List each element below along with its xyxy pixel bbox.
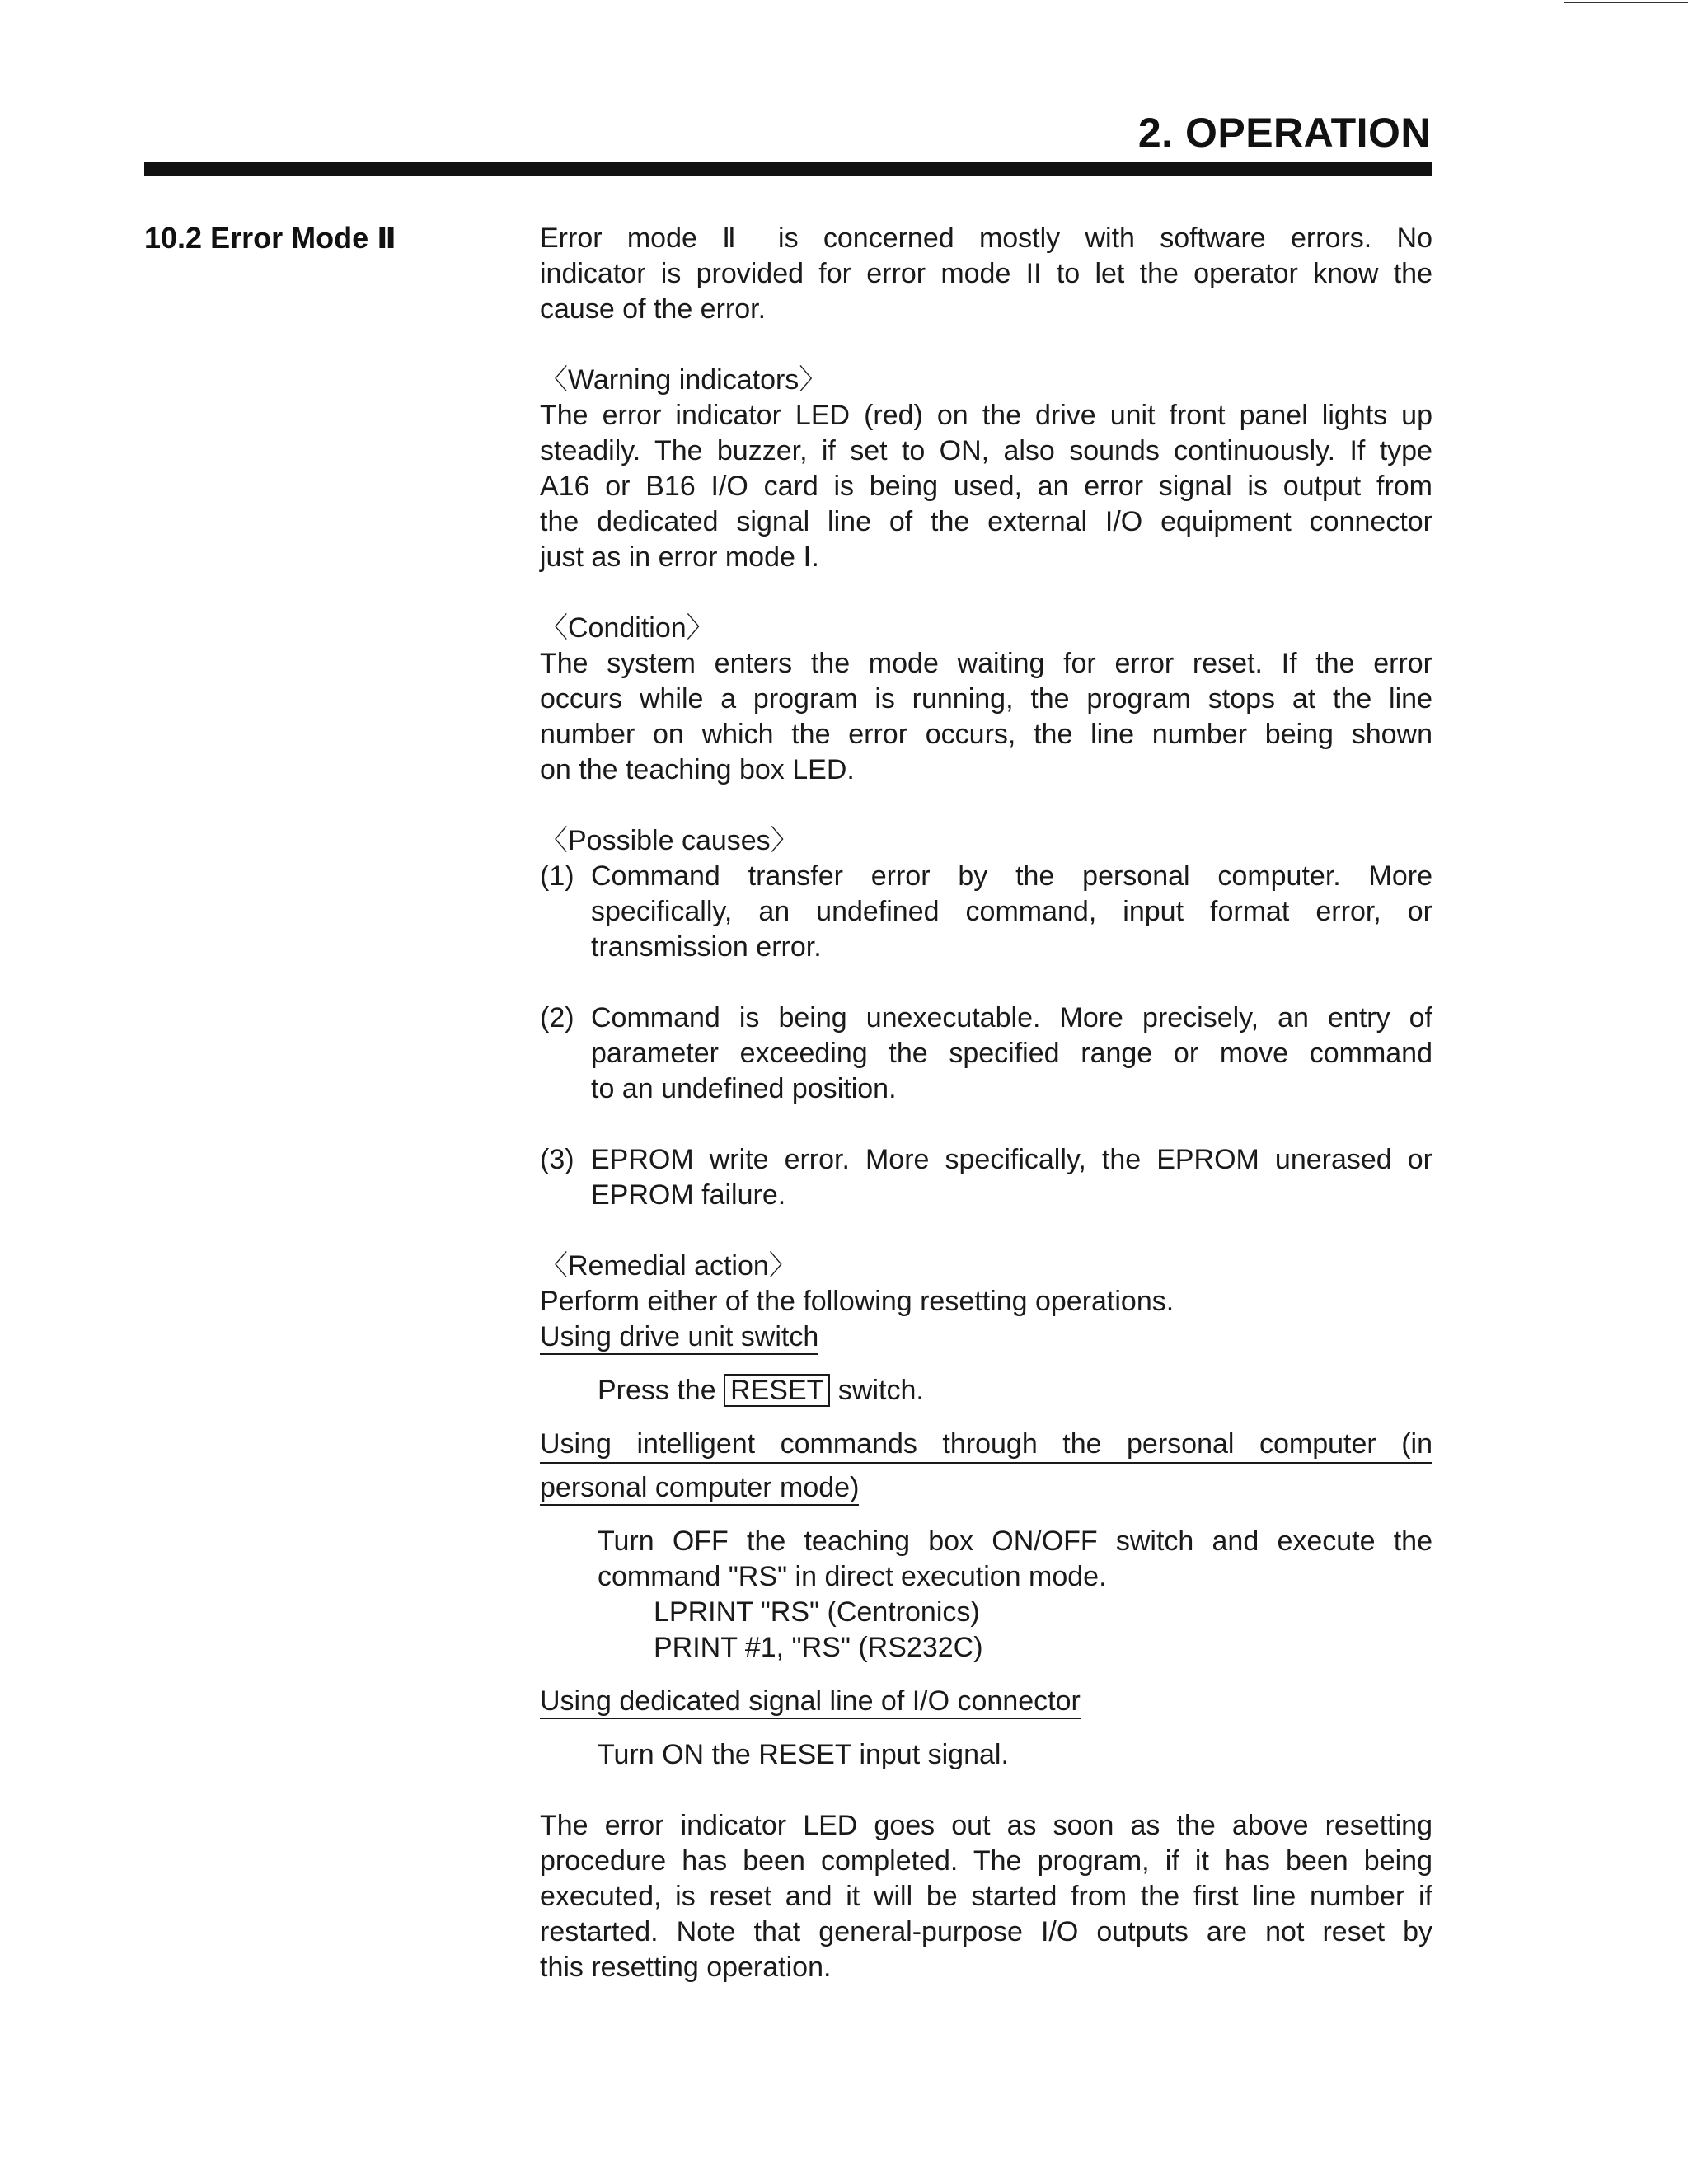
intro-line: Error mode Ⅱ is concerned mostly with software errors. No	[540, 223, 1432, 254]
closing-line: this resetting operation.	[540, 1952, 832, 1983]
cause-item	[540, 1142, 1432, 1213]
cause-item	[540, 859, 1432, 965]
cause-line: Command transfer error by the personal computer. More	[591, 860, 1432, 892]
warning-section	[540, 363, 1432, 575]
cause-item	[540, 1001, 1432, 1107]
intro-line: indicator is provided for error mode II to let the operator know the	[540, 258, 1432, 289]
warning-line: steadily. The buzzer, if set to ON, also sounds continuously. If type	[540, 435, 1432, 466]
press-text: Press the	[598, 1375, 716, 1406]
remedy-title: 〈Remedial action〉	[540, 1250, 797, 1282]
cause-line: EPROM failure.	[591, 1179, 786, 1211]
warning-title: 〈Warning indicators〉	[540, 364, 828, 396]
io-line-text: Turn ON the RESET input signal.	[598, 1739, 1009, 1770]
intelligent-heading-line2: personal computer mode)	[540, 1471, 859, 1506]
scan-edge-mark	[1564, 2, 1688, 3]
closing-line: procedure has been completed. The program, if it has been being	[540, 1845, 1432, 1877]
reset-key-box: RESET	[724, 1374, 830, 1407]
body-text	[540, 221, 1432, 1985]
closing-line: The error indicator LED goes out as soon as the above resetting	[540, 1810, 1432, 1841]
warning-line: The error indicator LED (red) on the drive unit front panel lights up	[540, 400, 1432, 431]
condition-line: The system enters the mode waiting for error reset. If the error	[540, 648, 1432, 679]
remedy-section	[540, 1249, 1432, 1773]
cause-line: specifically, an undefined command, input format error, or	[591, 896, 1432, 927]
closing-line: executed, is reset and it will be started from the first line number if	[540, 1881, 1432, 1912]
condition-line: on the teaching box LED.	[540, 754, 855, 785]
cause-number: (2)	[540, 1002, 574, 1033]
cause-line: to an undefined position.	[591, 1073, 897, 1104]
intelligent-line: command "RS" in direct execution mode.	[598, 1561, 1107, 1592]
cause-line: transmission error.	[591, 931, 822, 963]
code-line: PRINT #1, "RS" (RS232C)	[654, 1632, 983, 1663]
closing-line: restarted. Note that general-purpose I/O outputs are not reset by	[540, 1916, 1432, 1947]
condition-line: occurs while a program is running, the program stops at the line	[540, 683, 1432, 715]
condition-title: 〈Condition〉	[540, 612, 715, 644]
intelligent-line: Turn OFF the teaching box ON/OFF switch and execute the	[598, 1526, 1432, 1557]
remedy-intro: Perform either of the following resetting operations.	[540, 1286, 1175, 1317]
intro-line: cause of the error.	[540, 293, 767, 325]
warning-line: the dedicated signal line of the external I/O equipment connector	[540, 506, 1432, 537]
switch-text: switch.	[837, 1375, 924, 1406]
warning-line: just as in error mode Ⅰ.	[540, 541, 819, 573]
cause-line: EPROM write error. More specifically, the EPROM unerased or	[591, 1144, 1432, 1175]
intelligent-heading-line1: Using intelligent commands through the personal computer (in	[540, 1427, 1432, 1464]
drive-switch-instruction	[540, 1373, 1432, 1408]
cause-line: Command is being unexecutable. More precisely, an entry of	[591, 1002, 1432, 1033]
header-rule	[144, 162, 1432, 176]
causes-title: 〈Possible causes〉	[540, 825, 799, 856]
condition-line: number on which the error occurs, the line number being shown	[540, 719, 1432, 750]
page-header-title: 2. OPERATION	[1137, 110, 1431, 156]
intro-paragraph	[540, 221, 1432, 327]
cause-number: (3)	[540, 1144, 574, 1175]
drive-switch-heading: Using drive unit switch	[540, 1320, 818, 1355]
condition-section	[540, 611, 1432, 788]
closing-paragraph	[540, 1808, 1432, 1985]
io-line-heading: Using dedicated signal line of I/O connector	[540, 1685, 1081, 1719]
cause-line: parameter exceeding the specified range or move command	[591, 1038, 1432, 1069]
warning-line: A16 or B16 I/O card is being used, an error signal is output from	[540, 471, 1432, 502]
causes-section	[540, 823, 1432, 1213]
code-line: LPRINT "RS" (Centronics)	[654, 1596, 980, 1628]
cause-number: (1)	[540, 860, 574, 892]
section-heading: 10.2 Error Mode Ⅱ	[144, 221, 396, 255]
